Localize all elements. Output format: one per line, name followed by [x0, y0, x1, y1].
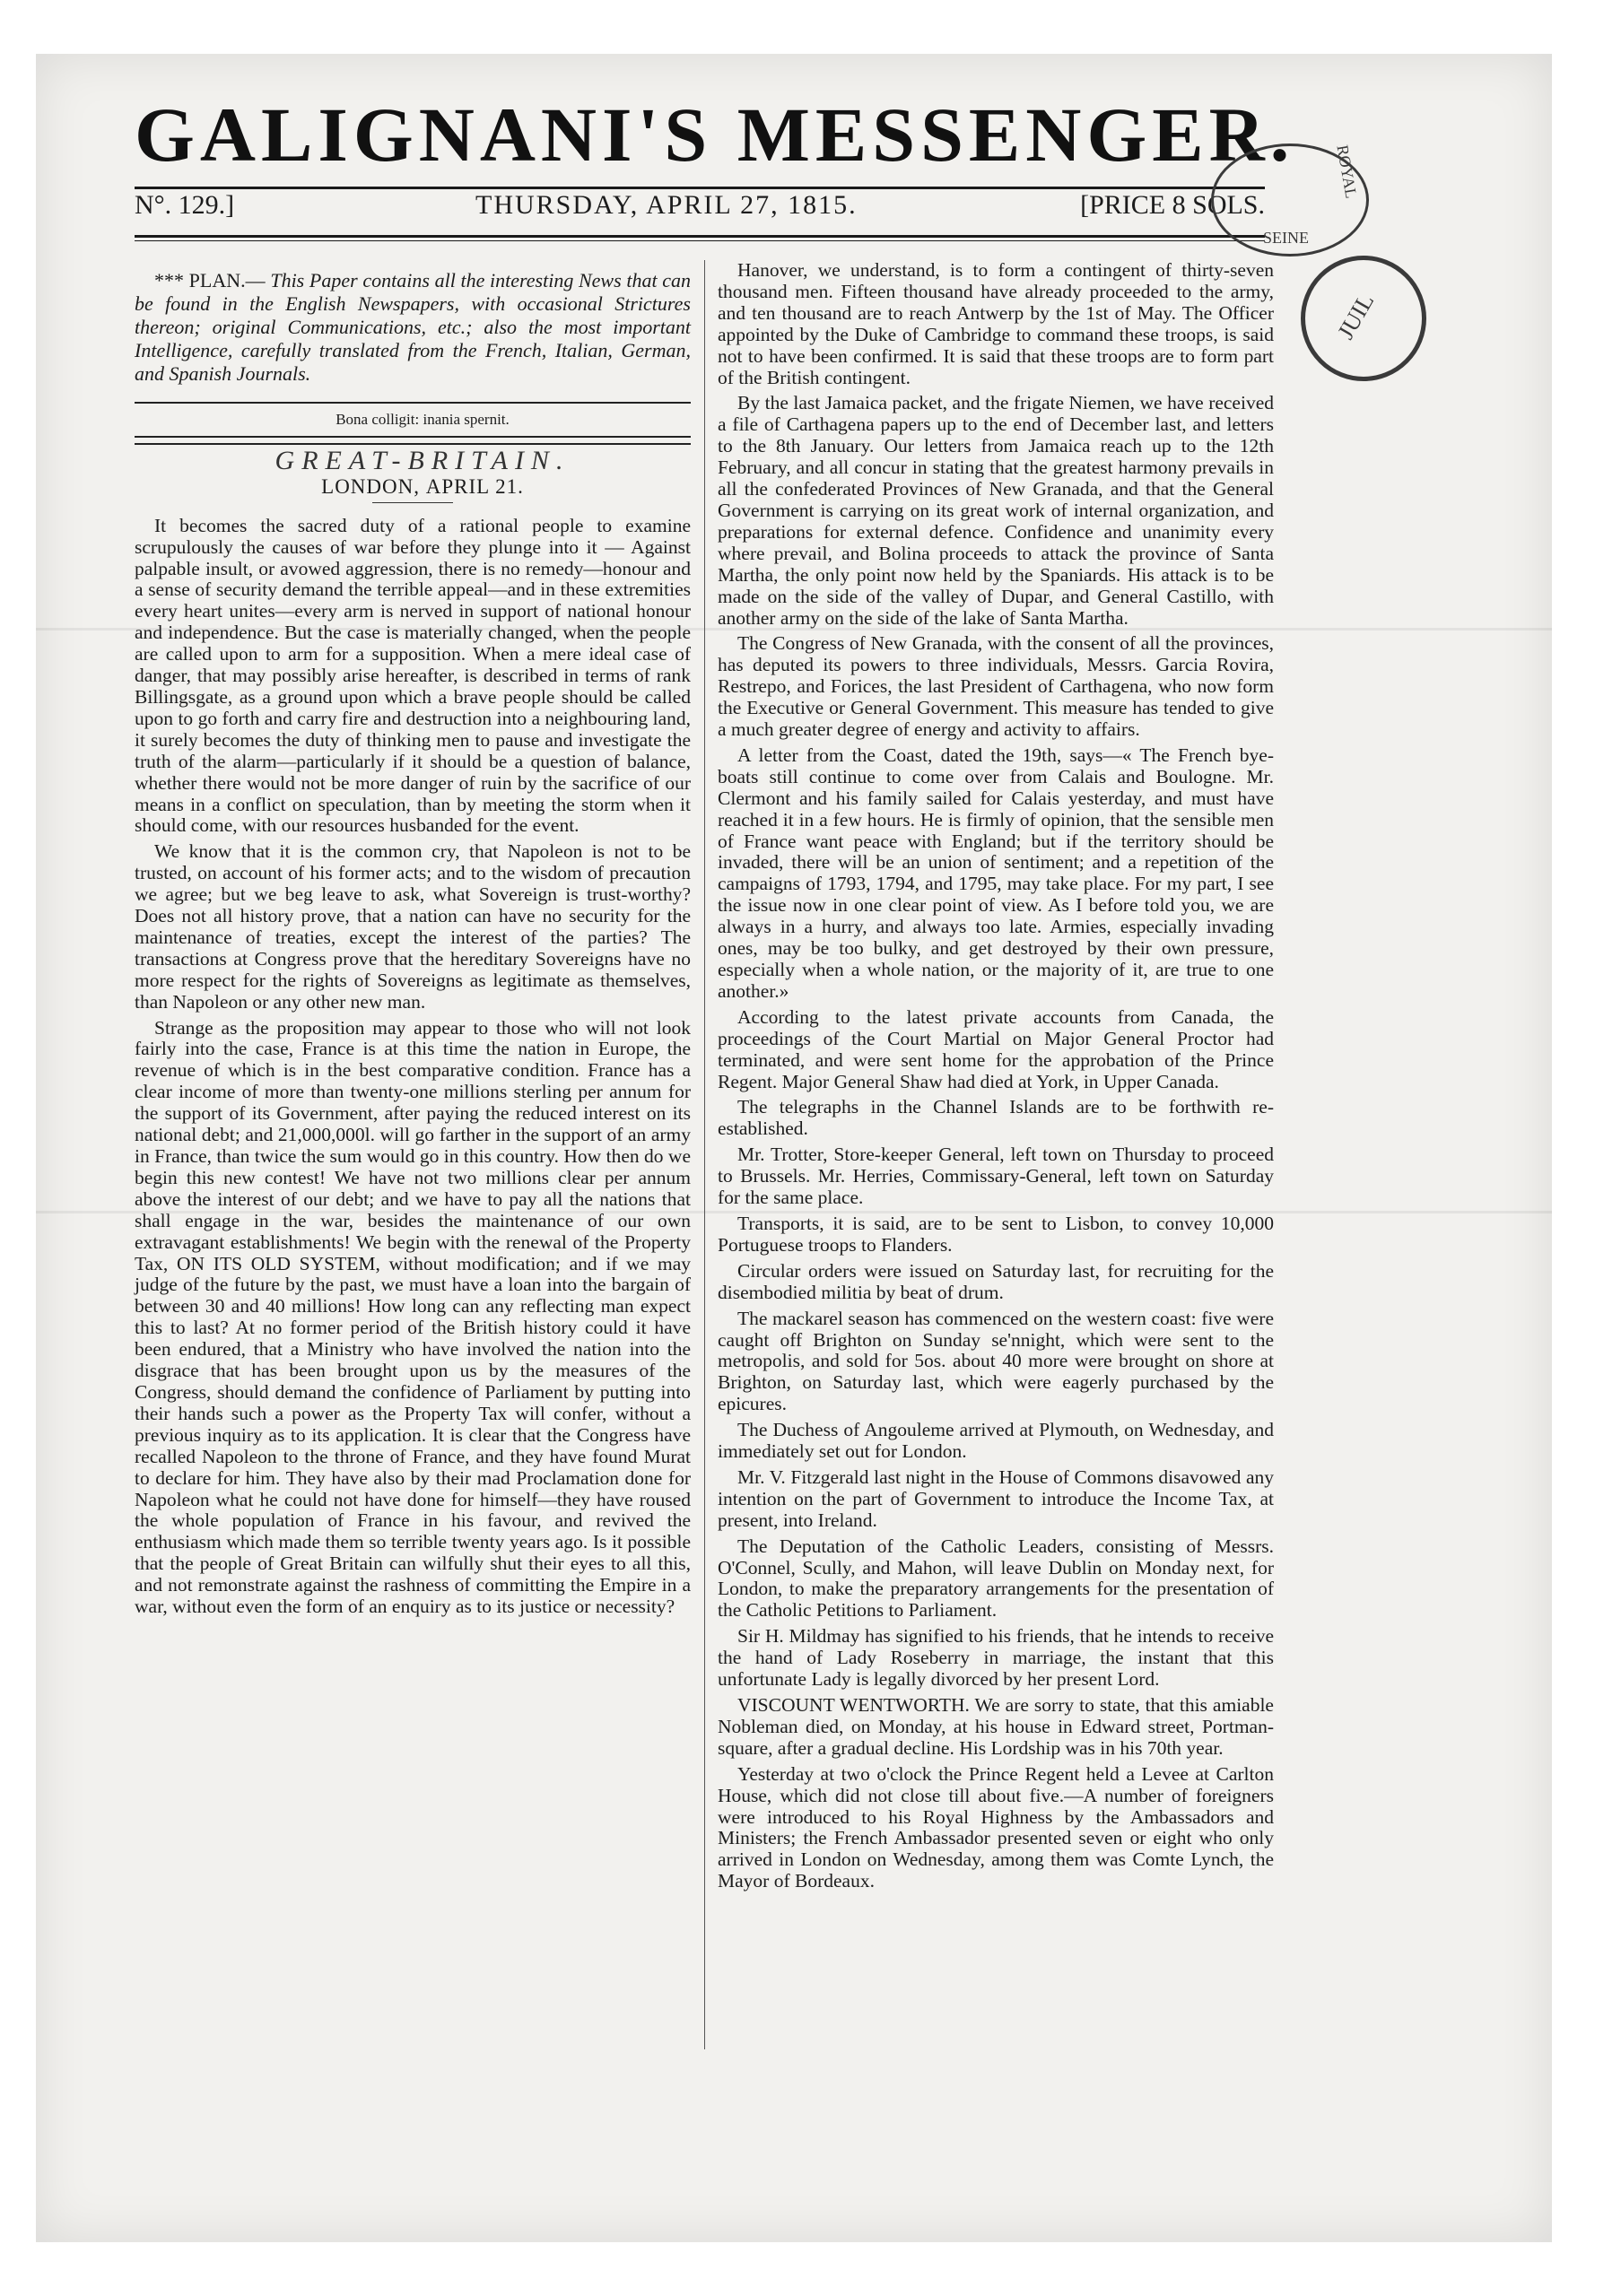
royal-stamp: [1211, 144, 1369, 257]
dateline-rule-thin: [135, 240, 1265, 241]
plan-notice: [135, 269, 691, 386]
plan-text: This Paper contains all the interesting News that can be found in the English Newspapers, with occasional Strictures thereon; original Communications, etc.; also the most important Intelligence, carefully translated from the French, Italian, German, and Spanish Journals.: [135, 269, 692, 385]
stamp-seine-text: SEINE: [1263, 229, 1309, 247]
plan-label: *** PLAN.—: [154, 269, 266, 291]
article-paragraph: A letter from the Coast, dated the 19th, says—« The French bye-boats still continue to come over from Calais and Boulogne. Mr. Clermont and his family sailed for Calais yesterday, and must have reached it in a few hours. He is firmly of opinion, that the sensible men of France want peace with England; but if the territory should be invaded, there will be an union of sentiment; and a repetition of the campaigns of 1793, 1794, and 1795, may take place. For my part, I see the issue now in one clear point of view. As I before told you, we are always in a hurry, and always too late. Armies, especially invading ones, may be too bulky, and get destroyed by their own pressure, especially when a whole nation, or the majority of it, are true to one another.»: [718, 744, 1274, 1002]
article-paragraph: Mr. Trotter, Store-keeper General, left town on Thursday to proceed to Brussels. Mr. Herries, Commissary-General, left town on Saturday for the same place.: [718, 1144, 1274, 1209]
article-paragraph: Hanover, we understand, is to form a contingent of thirty-seven thousand men. Fifteen thousand have already proceeded to the army, and ten thousand are to reach Antwerp by the 1st of May. The Officer appointed by the Duke of Cambridge to command these troops, is said not to have been confirmed. It is said that these troops are to form part of the British contingent.: [718, 259, 1274, 388]
masthead-title: GALIGNANI'S MESSENGER.: [135, 91, 1295, 178]
masthead-rule: [135, 187, 1265, 189]
issue-number: N°. 129.]: [135, 190, 235, 220]
motto-rule: [135, 436, 691, 445]
article-paragraph: Transports, it is said, are to be sent to Lisbon, to convey 10,000 Portuguese troops to Flanders.: [718, 1212, 1274, 1256]
issue-price: [PRICE 8 SOLS.: [1080, 190, 1265, 220]
section-title: GREAT-BRITAIN.: [275, 445, 571, 475]
dateline: [135, 190, 1265, 235]
place-rule: [372, 502, 453, 503]
issue-date: THURSDAY, APRIL 27, 1815.: [475, 190, 858, 220]
article-paragraph: The Duchess of Angouleme arrived at Plymouth, on Wednesday, and immediately set out for London.: [718, 1419, 1274, 1463]
article-paragraph: Strange as the proposition may appear to those who will not look fairly into the case, France is at this time the nation in Europe, the revenue of which is in the best comparative condition. France has a clear income of more than twenty-one millions sterling per annum for the support of its Government, after paying the reduced interest on its national debt; and 21,000,000l. will go farther in the support of an army in France, than twice the sum would go in this country. How then do we begin this new contest! We have not two millions clear per annum above the interest of our debt; and we have to pay all the nations that shall engage in the war, besides the maintenance of our own extravagant establishments! We begin with the renewal of the Property Tax, ON ITS OLD SYSTEM, without modification; and if we may judge of the future by the past, we must have a loan into the bargain of between 30 and 40 millions! How long can any reflecting man expect this to last? At no former period of the British history could it have been endured, that a Ministry who have involved the nation into the disgrace that has been brought upon us by the measures of the Congress, should demand the confidence of Parliament by putting into their hands such a power as the Property Tax will confer, without a previous inquiry as to its application. It is clear that the Congress have recalled Napoleon to the throne of France, and they have found Murat to declare for him. They have also by their mad Proclamation done for Napoleon what he could not have done for himself—they have roused the whole population of France in his favour, and revived the enthusiasm which made them so terrible twenty years ago. Is it possible that the people of Great Britain can wilfully shut their eyes to all this, and not remonstrate against the rashness of committing the Empire in a war, without even the form of an enquiry as to its justice or necessity?: [135, 1016, 691, 1618]
viscount-text: We are sorry to state, that this amiable Nobleman died, on Monday, at his house in Edward street, Portman-square, after a gradual decline. His Lordship was in his 70th year.: [718, 1694, 1274, 1759]
stamp-royal-text: ROYAL: [1333, 144, 1361, 200]
dateline-rule: [135, 235, 1265, 238]
article-paragraph: It becomes the sacred duty of a rational people to examine scrupulously the causes of war before they plunge into it — Against palpable insult, or avowed aggression, there is no remedy—honour and a sense of security demand the terrible appeal—and in these extremities every heart unites—every arm is nerved in support of national honour and independence. But the case is materially changed, when the people are called upon to arm for a supposition. When a mere ideal case of danger, that may possibly arise hereafter, is described in terms of rank Billingsgate, as a ground upon which a brave people should be called upon to go forth and carry fire and destruction into a neighbouring land, it surely becomes the duty of thinking men to pause and investigate the truth of the alarm—particularly if it should be a question of balance, whether there would not be more danger of ruin by the sacrifice of our means in a conflict on speculation, than by meeting the storm when it should come, with our resources husbanded for the event.: [135, 514, 691, 837]
article-paragraph: By the last Jamaica packet, and the frigate Niemen, we have received a file of Carthagena papers up to the end of December last, and letters to the 8th January. Our letters from Jamaica reach up to the 12th February, and all concur in stating that the greatest harmony prevails in all the confederated Provinces of New Granada, and that the General Government is carrying on its great work of internal organization, and preparations for external defence. Confidence and unanimity every where prevail, and Bolina proceeds to attack the province of Santa Martha, the only point now held by the Spaniards. His attack is to be made on the side of the valley of Dupar, and General Castillo, with another army on the side of the lake of Santa Martha.: [718, 392, 1274, 629]
article-paragraph: Circular orders were issued on Saturday last, for recruiting for the disembodied militia by beat of drum.: [718, 1259, 1274, 1303]
place-date: APRIL 21.: [425, 474, 524, 498]
postmark-stamp: [1301, 256, 1426, 381]
article-paragraph: The mackarel season has commenced on the western coast: five were caught off Brighton on Sunday se'nnight, which were sent to the metropolis, and sold for 5os. about 40 more were brought on shore at Brighton, on Saturday last, which were eagerly purchased by the epicures.: [718, 1307, 1274, 1415]
article-paragraph: According to the latest private accounts from Canada, the proceedings of the Court Martial on Major General Proctor had terminated, and were sent home for the approbation of the Prince Regent. Major General Shaw had died at York, in Upper Canada.: [718, 1005, 1274, 1092]
article-paragraph: The telegraphs in the Channel Islands are to be forthwith re-established.: [718, 1096, 1274, 1140]
place-city: LONDON,: [321, 474, 420, 498]
article-paragraph: Sir H. Mildmay has signified to his friends, that he intends to receive the hand of Lady Roseberry in marriage, the instant that this unfortunate Lady is legally divorced by her present Lord.: [718, 1625, 1274, 1691]
postmark-text: JUIL: [1332, 289, 1380, 344]
article-paragraph: We know that it is the common cry, that Napoleon is not to be trusted, on account of his former acts; and to the wisdom of precaution we agree; but we beg leave to ask, what Sovereign is trust-worthy? Does not all history prove, that a nation can have no security for the maintenance of treaties, except the interest of the parties? The transactions at Congress prove that the hereditary Sovereigns have no more respect for the rights of Sovereigns as legitimate as themselves, than Napoleon or any other new man.: [135, 840, 691, 1013]
article-paragraph: Yesterday at two o'clock the Prince Regent held a Levee at Carlton House, which did not close till about five.—A number of foreigners were introduced to his Royal Highness by the Ambassadors and Ministers; the French Ambassador presented seven or eight who only arrived in London on Wednesday, among them was Comte Lynch, the Mayor of Bordeaux.: [718, 1762, 1274, 1892]
motto: Bona colligit: inania spernit.: [336, 411, 510, 428]
article-paragraph: Mr. V. Fitzgerald last night in the House of Commons disavowed any intention on the part of Government to introduce the Income Tax, at present, into Ireland.: [718, 1465, 1274, 1531]
article-paragraph: The Congress of New Granada, with the consent of all the provinces, has deputed its powers to three individuals, Messrs. Garcia Rovira, Restrepo, and Forices, the last President of Carthagena, who now form the Executive or General Government. This measure has tended to give a much greater degree of energy and activity to affairs.: [718, 632, 1274, 741]
left-column: [135, 269, 691, 1622]
dateline-place: [135, 476, 691, 498]
column-divider: [704, 260, 705, 2049]
article-paragraph: The Deputation of the Catholic Leaders, consisting of Messrs. O'Connel, Scully, and Mahon, will leave Dublin on Monday next, for London, to make the preparatory arrangements for the presentation of the Catholic Petitions to Parliament.: [718, 1535, 1274, 1622]
right-column: [718, 260, 1274, 1897]
viscount-label: VISCOUNT WENTWORTH.: [737, 1694, 970, 1716]
plan-rule: [135, 402, 691, 404]
article-paragraph: [718, 1695, 1274, 1760]
